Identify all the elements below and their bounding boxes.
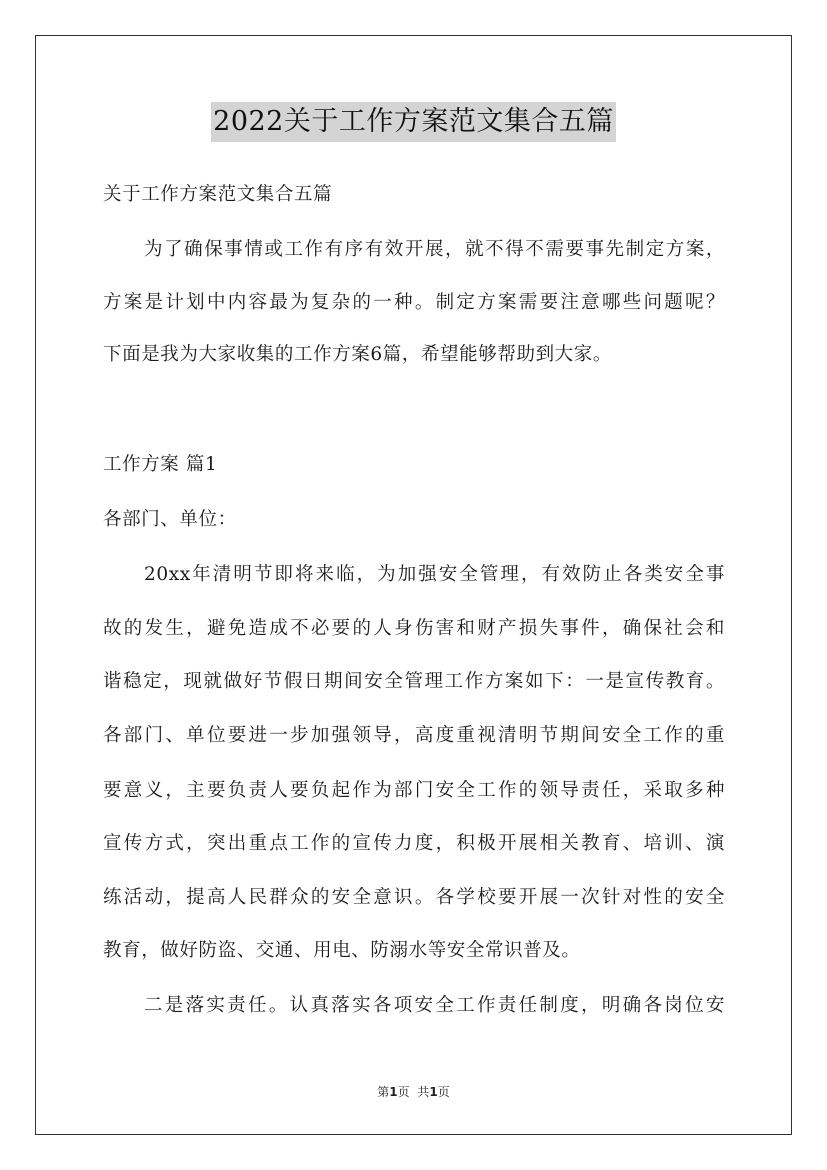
body-line-2: 故的发生，避免造成不必要的人身伤害和财产损失事件，确保社会和 (103, 618, 725, 639)
title-container (0, 102, 827, 142)
body-line-5: 要意义，主要负责人要负起作为部门安全工作的领导责任，采取多种 (103, 780, 725, 801)
body-line-6: 宣传方式，突出重点工作的宣传力度，积极开展相关教育、培训、演 (103, 833, 725, 854)
document-title: 2022关于工作方案范文集合五篇 (211, 102, 616, 142)
salutation: 各部门、单位： (103, 509, 237, 530)
body-line-7: 练活动，提高人民群众的安全意识。各学校要开展一次针对性的安全 (103, 887, 725, 908)
intro-line-3: 下面是我为大家收集的工作方案6篇，希望能够帮助到大家。 (103, 344, 612, 365)
body-line-3: 谐稳定，现就做好节假日期间安全管理工作方案如下：一是宣传教育。 (103, 671, 725, 692)
footer-page-prefix: 第 (377, 1085, 390, 1099)
document-subtitle: 关于工作方案范文集合五篇 (103, 184, 333, 205)
page-footer (0, 1084, 827, 1100)
intro-line-1: 为了确保事情或工作有序有效开展，就不得不需要事先制定方案， (144, 239, 725, 260)
intro-line-2: 方案是计划中内容最为复杂的一种。制定方案需要注意哪些问题呢？ (103, 292, 725, 313)
footer-page-number: 1 (389, 1085, 398, 1099)
body-last-line: 二是落实责任。认真落实各项安全工作责任制度，明确各岗位安 (144, 995, 725, 1016)
footer-total-number: 1 (429, 1085, 438, 1099)
body-line-1: 20xx年清明节即将来临，为加强安全管理，有效防止各类安全事 (144, 564, 725, 585)
footer-page-suffix: 页 (397, 1085, 410, 1099)
section-heading: 工作方案 篇1 (103, 454, 218, 475)
body-line-8: 教育，做好防盗、交通、用电、防溺水等安全常识普及。 (103, 940, 581, 961)
footer-total-prefix: 共 (417, 1085, 430, 1099)
footer-total-suffix: 页 (437, 1085, 450, 1099)
body-line-4: 各部门、单位要进一步加强领导，高度重视清明节期间安全工作的重 (103, 725, 725, 746)
